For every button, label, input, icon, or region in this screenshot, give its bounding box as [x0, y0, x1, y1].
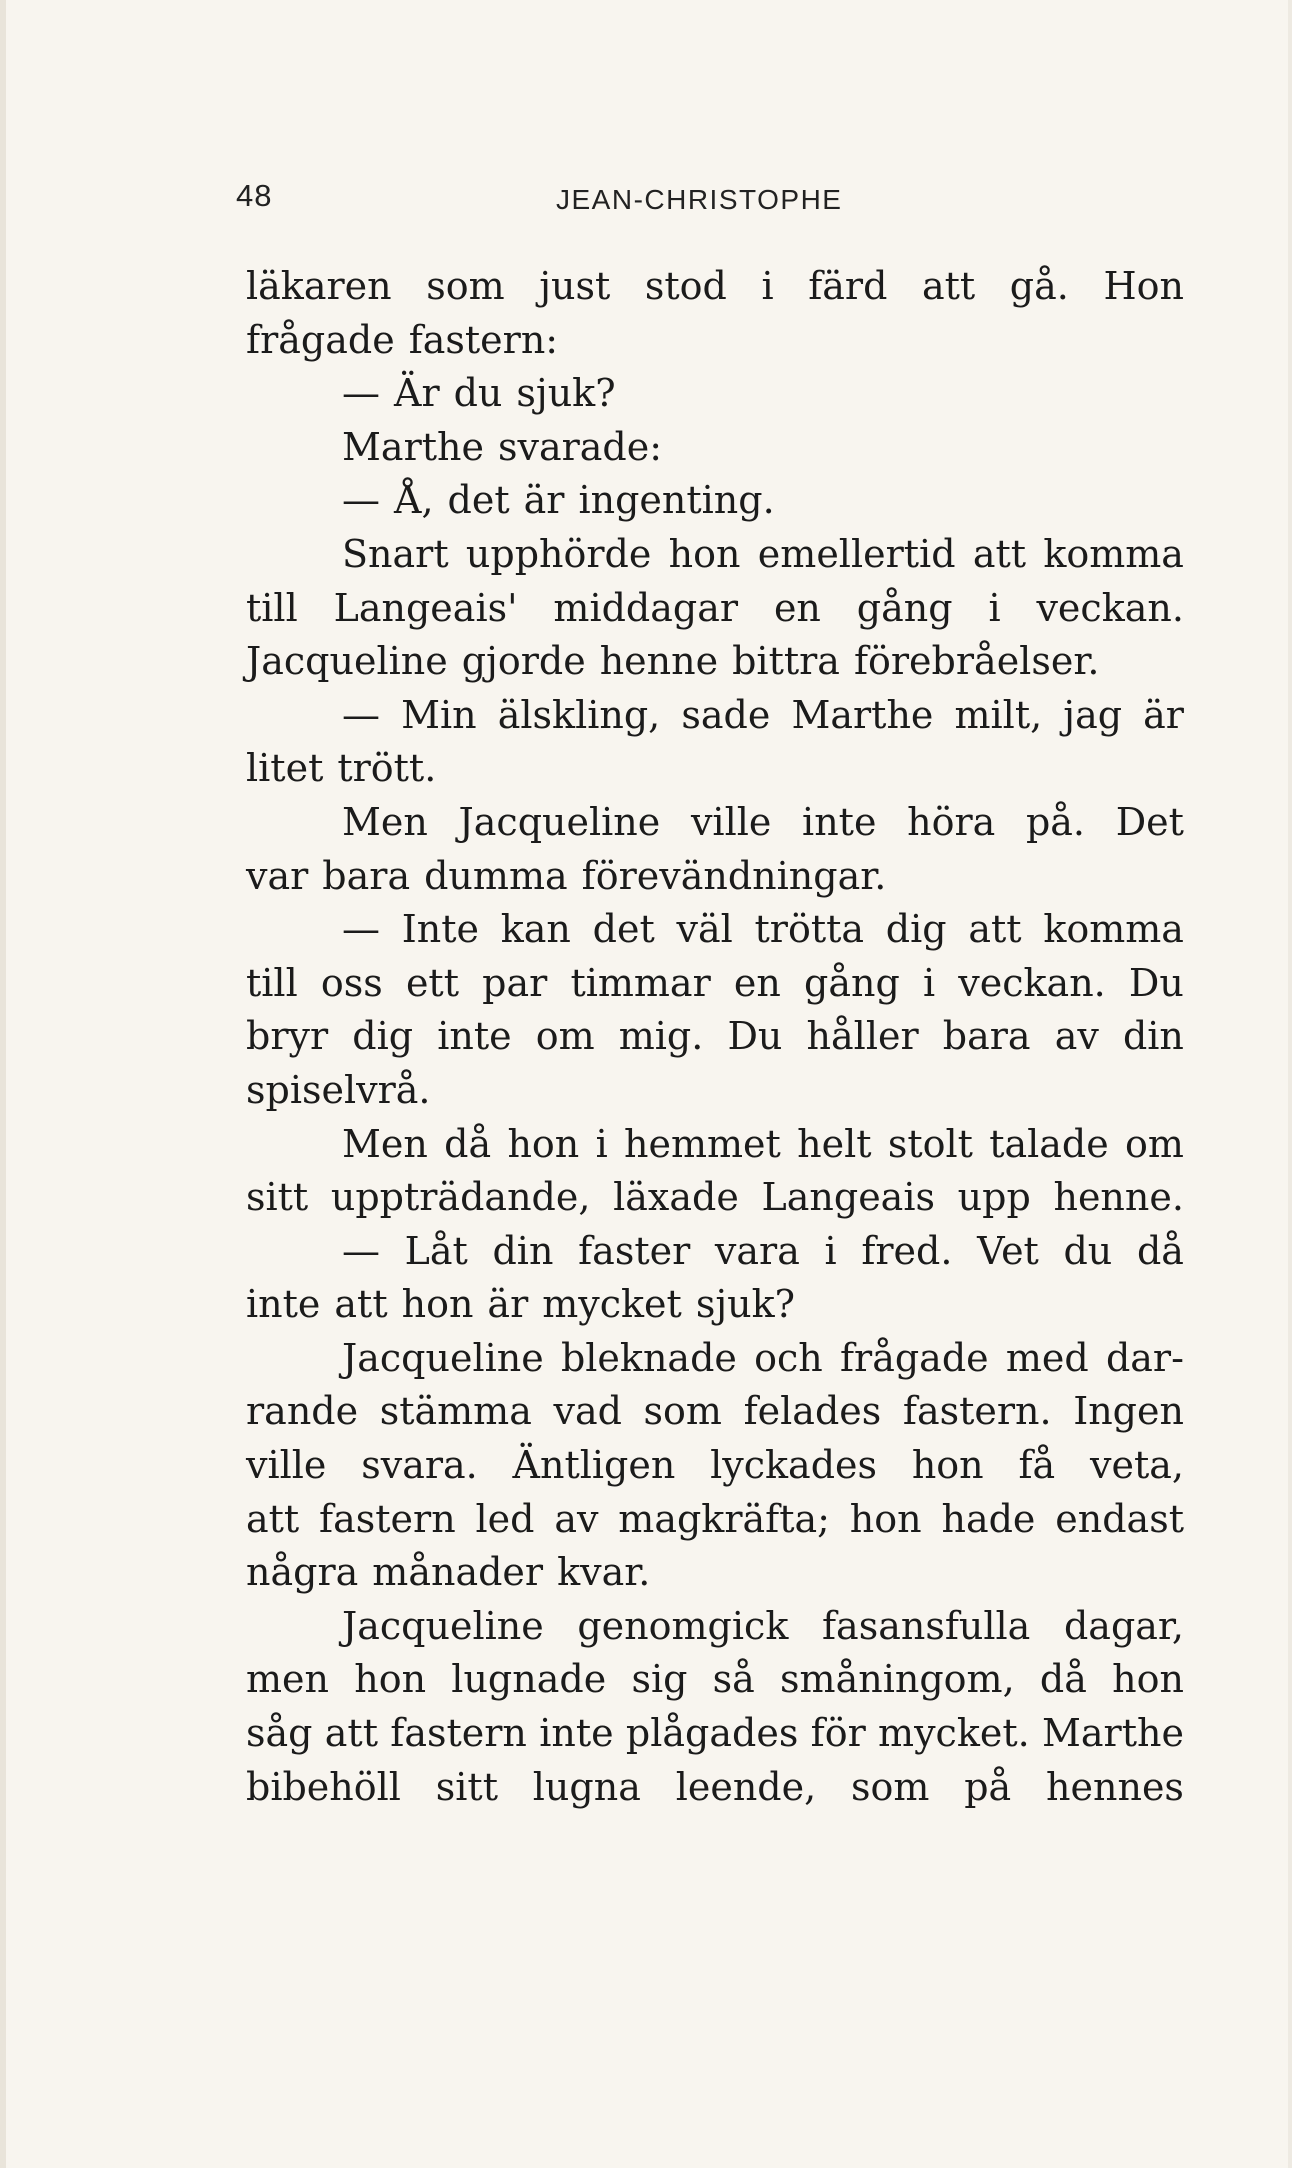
text-line: Jacqueline gjorde henne bittra förebråelser. [246, 639, 1100, 684]
text-line: frågade fastern: [246, 317, 559, 362]
text-line: ville svara. Äntligen lyckades hon få veta, [246, 1443, 1184, 1488]
text-line: sitt uppträdande, läxade Langeais upp henne. [246, 1175, 1184, 1220]
text-line: inte att hon är mycket sjuk? [246, 1282, 795, 1327]
text-line: att fastern led av magkräfta; hon hade endast [246, 1496, 1184, 1541]
text-line: bryr dig inte om mig. Du håller bara av din [246, 1014, 1184, 1059]
text-line: rande stämma vad som felades fastern. Ingen [246, 1389, 1184, 1434]
text-line: några månader kvar. [246, 1550, 651, 1595]
text-line: Marthe svarade: [342, 424, 663, 469]
text-line: — Inte kan det väl trötta dig att komma [342, 907, 1184, 952]
page-number: 48 [236, 178, 273, 213]
body-text [246, 260, 1184, 1814]
text-line: Jacqueline genomgick fasansfulla dagar, [342, 1603, 1184, 1648]
text-line: — Är du sjuk? [342, 371, 616, 416]
page-header [236, 178, 1186, 228]
text-line: men hon lugnade sig så småningom, då hon [246, 1657, 1184, 1702]
text-line: till Langeais' middagar en gång i veckan. [246, 585, 1184, 630]
text-line: bibehöll sitt lugna leende, som på hennes [246, 1764, 1184, 1809]
text-line: såg att fastern inte plågades för mycket. Marthe [246, 1711, 1184, 1756]
text-line: till oss ett par timmar en gång i veckan. Du [246, 960, 1184, 1005]
text-line: Snart upphörde hon emellertid att komma [342, 531, 1184, 576]
text-line: — Låt din faster vara i fred. Vet du då [342, 1228, 1184, 1273]
text-line: var bara dumma förevändningar. [246, 853, 887, 898]
text-line: Jacqueline bleknade och frågade med dar- [342, 1335, 1184, 1380]
text-line: läkaren som just stod i färd att gå. Hon [246, 264, 1184, 308]
text-line: spiselvrå. [246, 1067, 431, 1112]
text-line: — Å, det är ingenting. [342, 478, 775, 523]
text-line: — Min älskling, sade Marthe milt, jag är [342, 692, 1184, 737]
text-line: Men Jacqueline ville inte höra på. Det [342, 799, 1184, 844]
running-title: JEAN-CHRISTOPHE [556, 184, 843, 215]
text-line: litet trött. [246, 746, 437, 791]
text-line: Men då hon i hemmet helt stolt talade om [342, 1121, 1184, 1166]
